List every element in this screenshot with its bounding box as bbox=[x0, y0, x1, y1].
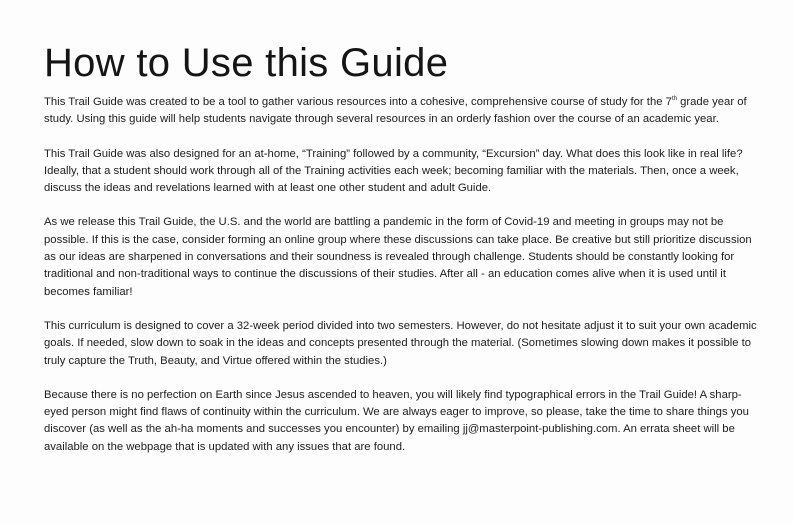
paragraph-purpose-text-end: grade year of study. Using this guide will help students navigate through several resources in an orderly fashion over the course of an academic year. bbox=[44, 96, 747, 126]
paragraph-purpose-text-start: This Trail Guide was created to be a tool to gather various resources into a cohesive, comprehensive course of study for the 7 bbox=[44, 96, 672, 108]
page-title: How to Use this Guide bbox=[44, 41, 449, 85]
ordinal-suffix: th bbox=[671, 96, 677, 103]
document-body bbox=[44, 94, 760, 473]
paragraph-pandemic: As we release this Trail Guide, the U.S. and the world are battling a pandemic in the form of Covid-19 and meeting in groups may not be possible. If this is the case, consider forming an online group where these discussions can take place. Be creative but still prioritize discussion as our ideas are sharpened in conversations and their soundness is revealed through challenge. Students should be constantly looking for traditional and non-traditional ways to continue the discussions of their studies. After all - an education comes alive when it is used until it becomes familiar! bbox=[44, 216, 752, 298]
paragraph-schedule: This curriculum is designed to cover a 32-week period divided into two semesters. However, do not hesitate adjust it to suit your own academic goals. If needed, slow down to soak in the ideas and concepts presented through the material. (Sometimes slowing down makes it possible to truly capture the Truth, Beauty, and Virtue offered within the studies.) bbox=[44, 319, 757, 367]
paragraph-purpose bbox=[44, 94, 760, 129]
paragraph-errata: Because there is no perfection on Earth since Jesus ascended to heaven, you will likely find typographical errors in the Trail Guide! A sharp-eyed person might find flaws of continuity within the curriculum. We are always eager to improve, so please, take the time to share things you discover (as well as the ah-ha moments and successes you encounter) by emailing jj@masterpoint-publishing.com. An errata sheet will be available on the webpage that is updated with any issues that are found. bbox=[44, 388, 749, 453]
paragraph-training-excursion: This Trail Guide was also designed for an at-home, “Training” followed by a community, “Excursion” day. What does this look like in real life? Ideally, that a student should work through all of the Training activities each week; becoming familiar with the materials. Then, once a week, discuss the ideas and revelations learned with at least one other student and adult Guide. bbox=[44, 147, 743, 195]
